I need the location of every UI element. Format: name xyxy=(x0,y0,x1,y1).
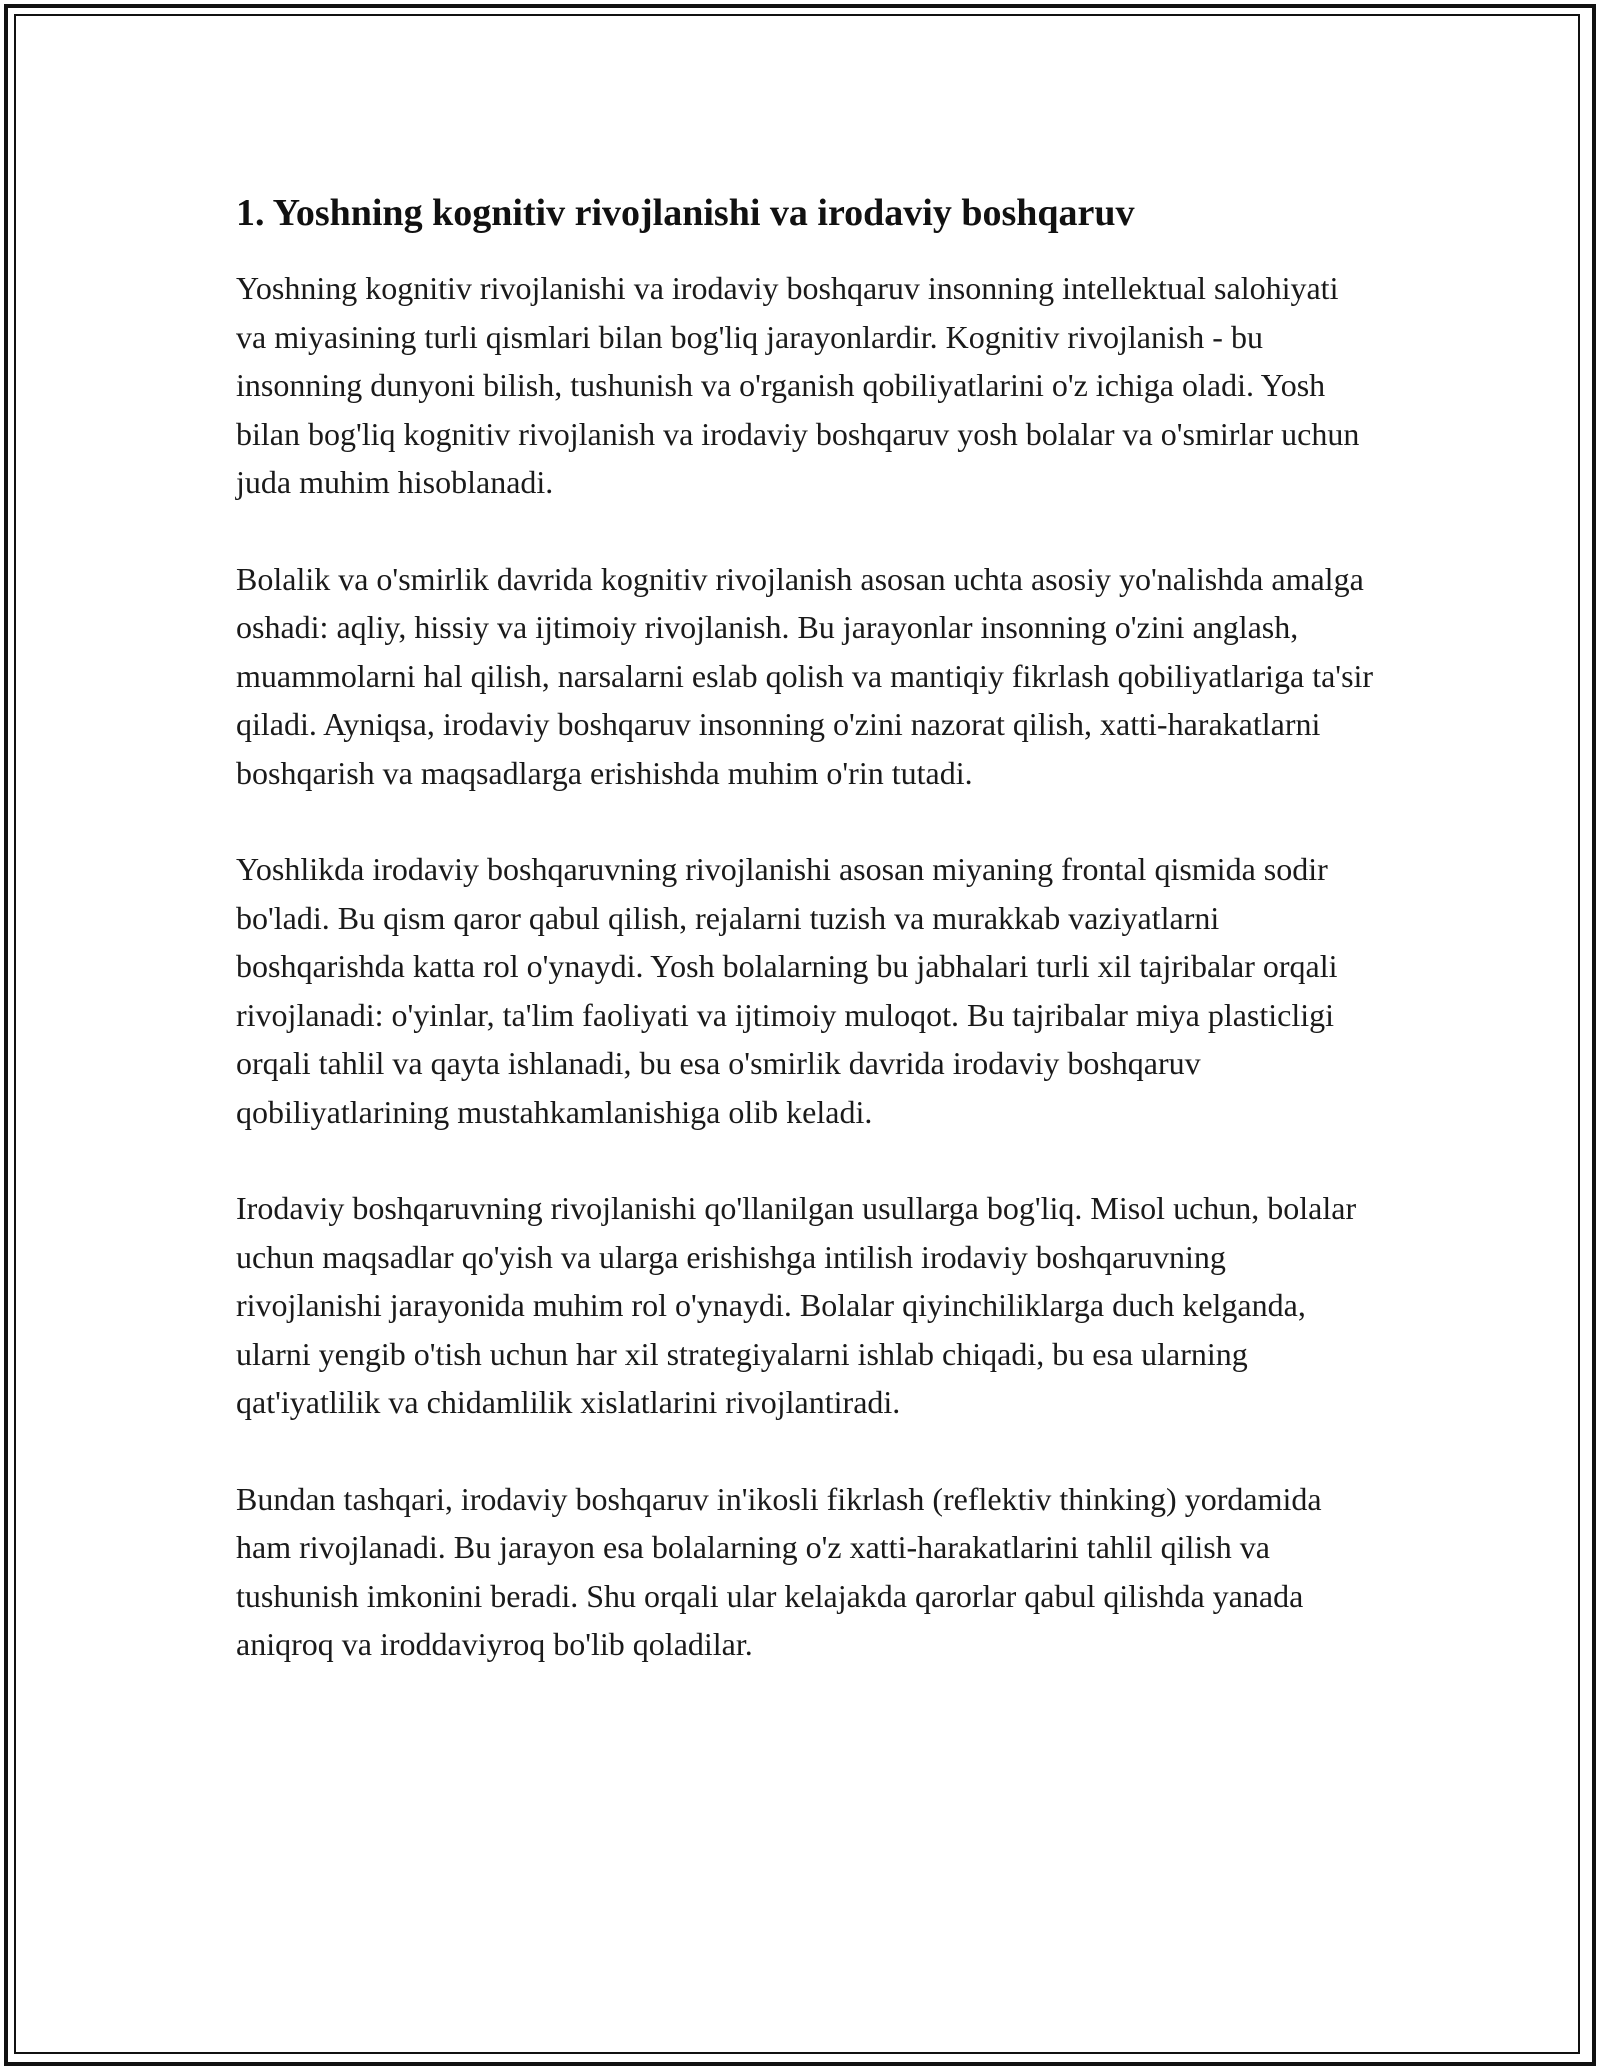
paragraph-2: Bolalik va o'smirlik davrida kognitiv rivojlanish asosan uchta asosiy yo'nalishda amalga oshadi: aqliy, hissiy va ijtimoiy rivojlanish. Bu jarayonlar insonning o'zini anglash, muammolarni hal qilish, narsalarni eslab qolish va mantiqiy fikrlash qobiliyatlariga ta'sir qiladi. Ayniqsa, irodaviy boshqaruv insonning o'zini nazorat qilish, xatti-harakatlarni boshqarish va maqsadlarga erishishda muhim o'rin tutadi. xyxy=(236,560,1374,791)
paragraph-3: Yoshlikda irodaviy boshqaruvning rivojlanishi asosan miyaning frontal qismida sodir bo'ladi. Bu qism qaror qabul qilish, rejalarni tuzish va murakkab vaziyatlarni boshqarishda katta rol o'ynaydi. Yosh bolalarning bu jabhalari turli xil tajribalar orqali rivojlanadi: o'yinlar, ta'lim faoliyati va ijtimoiy muloqot. Bu tajribalar miya plasticligi orqali tahlil va qayta ishlanadi, bu esa o'smirlik davrida irodaviy boshqaruv qobiliyatlarining mustahkamlanishiga olib keladi. xyxy=(236,851,1338,1130)
paragraph-1: Yoshning kognitiv rivojlanishi va irodaviy boshqaruv insonning intellektual salohiyati va miyasining turli qismlari bilan bog'liq jarayonlardir. Kognitiv rivojlanish - bu insonning dunyoni bilish, tushunish va o'rganish qobiliyatlarini o'z ichiga oladi. Yosh bilan bog'liq kognitiv rivojlanish va irodaviy boshqaruv yosh bolalar va o'smirlar uchun juda muhim hisoblanadi. xyxy=(236,270,1360,500)
section-heading: 1. Yoshning kognitiv rivojlanishi va irodaviy boshqaruv xyxy=(236,192,1135,234)
paragraph-4: Irodaviy boshqaruvning rivojlanishi qo'llanilgan usullarga bog'liq. Misol uchun, bolalar uchun maqsadlar qo'yish va ularga erishishga intilish irodaviy boshqaruvning rivojlanishi jarayonida muhim rol o'ynaydi. Bolalar qiyinchiliklarga duch kelganda, ularni yengib o'tish uchun har xil strategiyalarni ishlab chiqadi, bu esa ularning qat'iyatlilik va chidamlilik xislatlarini rivojlantiradi. xyxy=(236,1190,1357,1420)
document-body xyxy=(236,188,1376,1717)
paragraph-5: Bundan tashqari, irodaviy boshqaruv in'ikosli fikrlash (reflektiv thinking) yordamida ham rivojlanadi. Bu jarayon esa bolalarning o'z xatti-harakatlarini tahlil qilish va tushunish imkonini beradi. Shu orqali ular kelajakda qarorlar qabul qilishda yanada aniqroq va iroddaviyroq bo'lib qoladilar. xyxy=(236,1480,1322,1662)
